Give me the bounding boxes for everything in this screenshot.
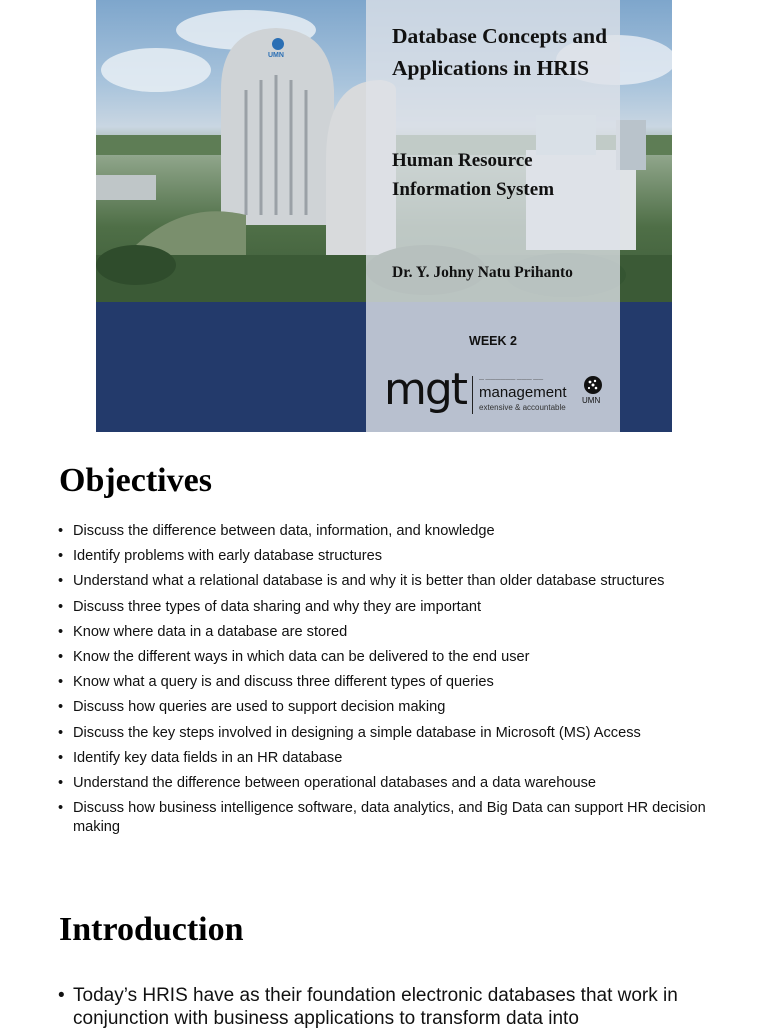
list-item-text: Discuss the key steps involved in designing a simple database in Microsoft (MS) Access [73, 724, 641, 741]
list-item-text: Discuss how business intelligence software, data analytics, and Big Data can support HR decision making [73, 800, 706, 836]
mgt-logo: mgt [384, 364, 467, 415]
list-item-text: Identify key data fields in an HR database [73, 749, 343, 766]
list-item-text: Discuss three types of data sharing and why they are important [73, 598, 482, 615]
week-label: WEEK 2 [469, 334, 517, 348]
list-item [58, 774, 718, 793]
bullet-icon: • [58, 598, 64, 615]
umn-logo-icon [584, 376, 602, 394]
bullet-icon: • [58, 648, 64, 665]
list-item [58, 648, 718, 667]
list-item-text: Discuss how queries are used to support decision making [73, 699, 446, 716]
cover-author: Dr. Y. Johny Natu Prihanto [392, 264, 573, 281]
cover-slide [96, 0, 672, 432]
bullet-icon: • [58, 699, 64, 716]
bullet-icon: • [58, 573, 64, 590]
objectives-heading: Objectives [59, 462, 212, 499]
logo-tagline: extensive & accountable [479, 403, 566, 412]
logo-divider [472, 376, 473, 414]
list-item-text: Know what a query is and discuss three different types of queries [73, 674, 494, 691]
list-item [58, 547, 718, 566]
bullet-icon: • [58, 623, 64, 640]
list-item [58, 522, 718, 541]
bullet-icon: • [58, 774, 64, 791]
bullet-icon: • [58, 674, 64, 691]
list-item-text: Know the different ways in which data can be delivered to the end user [73, 648, 530, 665]
bullet-icon: • [58, 985, 65, 1006]
management-logo-text: management [479, 384, 567, 401]
list-item [58, 724, 718, 743]
introduction-text: Today’s HRIS have as their foundation electronic databases that work in conjunction with business applications to transform data into [73, 985, 678, 1029]
list-item [58, 799, 718, 837]
introduction-heading: Introduction [59, 911, 244, 948]
objectives-list [58, 522, 718, 843]
introduction-paragraph [58, 984, 733, 1030]
list-item-text: Identify problems with early database structures [73, 548, 383, 565]
bullet-icon: • [58, 724, 64, 741]
list-item-text: Understand the difference between operational databases and a data warehouse [73, 774, 597, 791]
list-item [58, 749, 718, 768]
list-item-text: Understand what a relational database is and why it is better than older database structures [73, 573, 665, 590]
logo-small-line: ― ―――――― ――― ―― [479, 377, 544, 383]
bullet-icon: • [58, 800, 64, 817]
bullet-icon: • [58, 523, 64, 539]
umn-logo-text: UMN [582, 396, 601, 405]
cover-title: Database Concepts and Applications in HRIS [392, 24, 608, 80]
list-item [58, 598, 718, 617]
list-item [58, 623, 718, 642]
list-item [58, 698, 718, 717]
list-item [58, 673, 718, 692]
bullet-icon: • [58, 548, 64, 565]
list-item-text: Know where data in a database are stored [73, 623, 348, 640]
cover-subtitle: Human Resource Information System [392, 150, 555, 200]
bullet-icon: • [58, 749, 64, 766]
list-item [58, 572, 718, 591]
building-sign: UMN [268, 52, 284, 59]
list-item-text: Discuss the difference between data, information, and knowledge [73, 523, 495, 539]
